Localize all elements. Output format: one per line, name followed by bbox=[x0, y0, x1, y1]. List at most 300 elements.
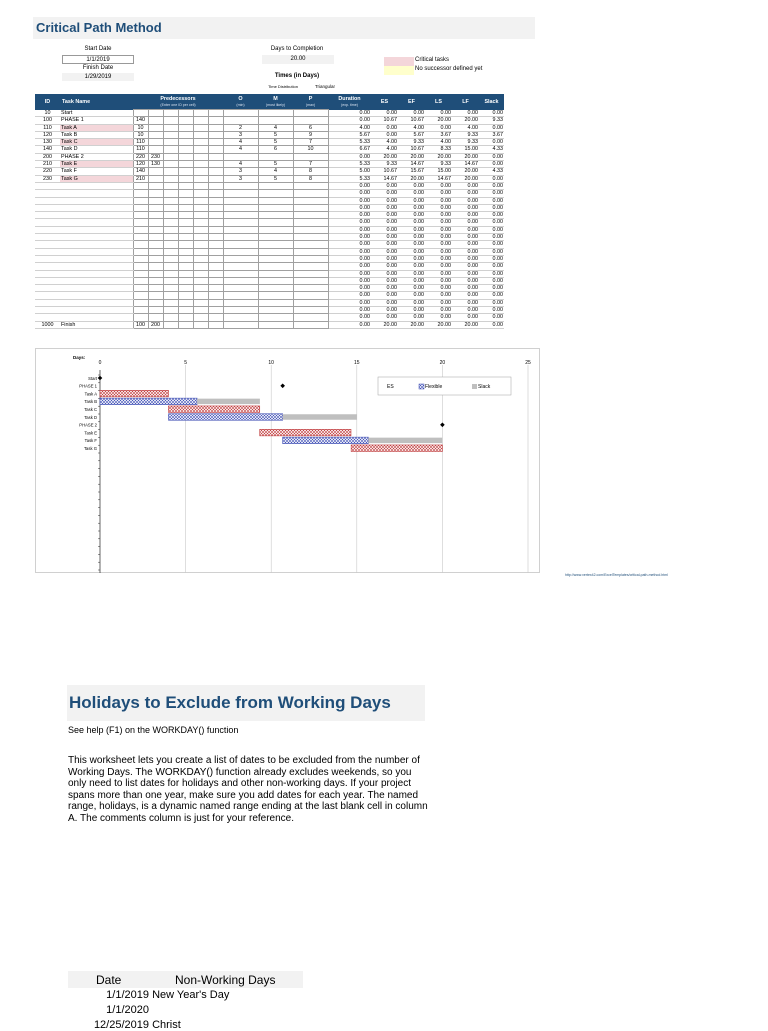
cell-predecessor-empty[interactable] bbox=[208, 124, 223, 131]
cell-predecessor-empty[interactable] bbox=[163, 219, 178, 226]
cell-o[interactable] bbox=[223, 190, 258, 197]
cell-p[interactable] bbox=[293, 292, 328, 299]
cell-p[interactable] bbox=[293, 204, 328, 211]
cell-name[interactable]: Task D bbox=[60, 146, 133, 153]
cell-m[interactable] bbox=[258, 263, 293, 270]
cell-p2[interactable]: 200 bbox=[148, 321, 163, 328]
cell-predecessor-empty[interactable] bbox=[208, 285, 223, 292]
cell-p[interactable] bbox=[293, 110, 328, 117]
cell-p[interactable] bbox=[293, 219, 328, 226]
cell-p[interactable] bbox=[293, 190, 328, 197]
cell-o[interactable] bbox=[223, 321, 258, 328]
cell-name[interactable] bbox=[60, 234, 133, 241]
cell-predecessor-empty[interactable] bbox=[208, 139, 223, 146]
cell-predecessor-empty[interactable] bbox=[193, 307, 208, 314]
cell-predecessor-empty[interactable] bbox=[178, 321, 193, 328]
start-date-input[interactable]: 1/1/2019 bbox=[62, 55, 134, 64]
cell-predecessor-empty[interactable] bbox=[178, 307, 193, 314]
cell-m[interactable] bbox=[258, 234, 293, 241]
cell-o[interactable] bbox=[223, 117, 258, 124]
cell-predecessor-empty[interactable] bbox=[163, 270, 178, 277]
table-row[interactable] bbox=[35, 234, 504, 241]
cell-o[interactable]: 4 bbox=[223, 161, 258, 168]
cell-p1[interactable] bbox=[133, 307, 148, 314]
table-row[interactable] bbox=[35, 255, 504, 262]
cell-name[interactable] bbox=[60, 270, 133, 277]
cell-p1[interactable] bbox=[133, 226, 148, 233]
cell-predecessor-empty[interactable] bbox=[178, 255, 193, 262]
cell-predecessor-empty[interactable] bbox=[178, 270, 193, 277]
cell-p2[interactable] bbox=[148, 255, 163, 262]
cell-p2[interactable] bbox=[148, 241, 163, 248]
cell-m[interactable] bbox=[258, 255, 293, 262]
cell-predecessor-empty[interactable] bbox=[178, 153, 193, 160]
cell-p[interactable] bbox=[293, 226, 328, 233]
table-row[interactable] bbox=[35, 117, 504, 124]
cell-p[interactable]: 7 bbox=[293, 139, 328, 146]
cell-p1[interactable] bbox=[133, 314, 148, 321]
cell-name[interactable] bbox=[60, 299, 133, 306]
table-row[interactable] bbox=[35, 124, 504, 131]
cell-p1[interactable]: 140 bbox=[133, 168, 148, 175]
cell-p1[interactable] bbox=[133, 219, 148, 226]
cell-p2[interactable] bbox=[148, 234, 163, 241]
cell-predecessor-empty[interactable] bbox=[193, 234, 208, 241]
cell-p2[interactable] bbox=[148, 263, 163, 270]
cell-predecessor-empty[interactable] bbox=[163, 182, 178, 189]
cell-p1[interactable] bbox=[133, 248, 148, 255]
table-row[interactable] bbox=[35, 226, 504, 233]
cell-predecessor-empty[interactable] bbox=[178, 285, 193, 292]
cell-p2[interactable] bbox=[148, 204, 163, 211]
list-item[interactable] bbox=[68, 989, 229, 1001]
cell-predecessor-empty[interactable] bbox=[178, 110, 193, 117]
cell-o[interactable] bbox=[223, 277, 258, 284]
cell-name[interactable] bbox=[60, 197, 133, 204]
cell-predecessor-empty[interactable] bbox=[193, 153, 208, 160]
cell-o[interactable] bbox=[223, 197, 258, 204]
cell-predecessor-empty[interactable] bbox=[193, 131, 208, 138]
cell-o[interactable] bbox=[223, 110, 258, 117]
cell-o[interactable]: 4 bbox=[223, 146, 258, 153]
cell-o[interactable] bbox=[223, 241, 258, 248]
cell-predecessor-empty[interactable] bbox=[193, 219, 208, 226]
table-row[interactable] bbox=[35, 299, 504, 306]
cell-p2[interactable] bbox=[148, 226, 163, 233]
cell-p1[interactable] bbox=[133, 234, 148, 241]
cell-p[interactable]: 7 bbox=[293, 161, 328, 168]
cell-name[interactable] bbox=[60, 285, 133, 292]
cell-predecessor-empty[interactable] bbox=[193, 277, 208, 284]
cell-predecessor-empty[interactable] bbox=[193, 285, 208, 292]
cell-name[interactable]: Task F bbox=[60, 168, 133, 175]
cell-predecessor-empty[interactable] bbox=[163, 255, 178, 262]
cell-predecessor-empty[interactable] bbox=[163, 307, 178, 314]
cell-name[interactable] bbox=[60, 292, 133, 299]
cell-predecessor-empty[interactable] bbox=[193, 168, 208, 175]
cell-predecessor-empty[interactable] bbox=[178, 219, 193, 226]
cell-predecessor-empty[interactable] bbox=[208, 277, 223, 284]
cell-p2[interactable] bbox=[148, 175, 163, 182]
cell-predecessor-empty[interactable] bbox=[178, 124, 193, 131]
cell-predecessor-empty[interactable] bbox=[193, 255, 208, 262]
cell-name[interactable] bbox=[60, 204, 133, 211]
cell-p1[interactable] bbox=[133, 263, 148, 270]
cell-predecessor-empty[interactable] bbox=[163, 212, 178, 219]
cell-predecessor-empty[interactable] bbox=[208, 204, 223, 211]
cell-predecessor-empty[interactable] bbox=[193, 110, 208, 117]
cell-predecessor-empty[interactable] bbox=[178, 175, 193, 182]
cell-predecessor-empty[interactable] bbox=[178, 168, 193, 175]
cell-o[interactable] bbox=[223, 219, 258, 226]
cell-p1[interactable]: 210 bbox=[133, 175, 148, 182]
cell-m[interactable] bbox=[258, 241, 293, 248]
cell-o[interactable] bbox=[223, 263, 258, 270]
table-row[interactable] bbox=[35, 110, 504, 117]
cell-p[interactable] bbox=[293, 234, 328, 241]
cell-predecessor-empty[interactable] bbox=[163, 124, 178, 131]
cell-o[interactable] bbox=[223, 234, 258, 241]
table-row[interactable] bbox=[35, 307, 504, 314]
table-row[interactable] bbox=[35, 292, 504, 299]
cell-predecessor-empty[interactable] bbox=[178, 117, 193, 124]
cell-o[interactable] bbox=[223, 292, 258, 299]
cell-predecessor-empty[interactable] bbox=[208, 234, 223, 241]
cell-p[interactable] bbox=[293, 197, 328, 204]
cell-predecessor-empty[interactable] bbox=[208, 299, 223, 306]
cell-p[interactable] bbox=[293, 285, 328, 292]
cell-predecessor-empty[interactable] bbox=[163, 226, 178, 233]
cell-m[interactable] bbox=[258, 314, 293, 321]
cell-p1[interactable] bbox=[133, 197, 148, 204]
cell-name[interactable] bbox=[60, 314, 133, 321]
cell-name[interactable] bbox=[60, 248, 133, 255]
cell-p1[interactable] bbox=[133, 292, 148, 299]
cell-name[interactable] bbox=[60, 277, 133, 284]
cell-m[interactable] bbox=[258, 248, 293, 255]
cell-p[interactable] bbox=[293, 314, 328, 321]
cell-m[interactable] bbox=[258, 204, 293, 211]
cell-o[interactable] bbox=[223, 212, 258, 219]
table-row[interactable] bbox=[35, 248, 504, 255]
cell-predecessor-empty[interactable] bbox=[163, 292, 178, 299]
cell-p2[interactable] bbox=[148, 212, 163, 219]
cell-o[interactable]: 3 bbox=[223, 131, 258, 138]
table-row[interactable] bbox=[35, 321, 504, 328]
cell-p1[interactable] bbox=[133, 255, 148, 262]
cell-p[interactable]: 8 bbox=[293, 168, 328, 175]
cell-name[interactable]: Finish bbox=[60, 321, 133, 328]
cell-p2[interactable] bbox=[148, 190, 163, 197]
cell-p1[interactable]: 120 bbox=[133, 161, 148, 168]
table-row[interactable] bbox=[35, 212, 504, 219]
cell-p[interactable] bbox=[293, 182, 328, 189]
cell-predecessor-empty[interactable] bbox=[163, 117, 178, 124]
cell-predecessor-empty[interactable] bbox=[163, 153, 178, 160]
cell-p2[interactable] bbox=[148, 292, 163, 299]
cell-predecessor-empty[interactable] bbox=[163, 299, 178, 306]
cell-name[interactable]: PHASE 2 bbox=[60, 153, 133, 160]
table-row[interactable] bbox=[35, 263, 504, 270]
cell-predecessor-empty[interactable] bbox=[178, 292, 193, 299]
cell-predecessor-empty[interactable] bbox=[208, 161, 223, 168]
cell-p2[interactable] bbox=[148, 117, 163, 124]
cell-m[interactable]: 4 bbox=[258, 124, 293, 131]
cell-predecessor-empty[interactable] bbox=[208, 197, 223, 204]
cell-predecessor-empty[interactable] bbox=[208, 153, 223, 160]
table-row[interactable] bbox=[35, 314, 504, 321]
cell-name[interactable] bbox=[60, 219, 133, 226]
cell-p[interactable]: 10 bbox=[293, 146, 328, 153]
cell-p[interactable] bbox=[293, 263, 328, 270]
cell-predecessor-empty[interactable] bbox=[193, 161, 208, 168]
cell-p[interactable]: 6 bbox=[293, 124, 328, 131]
cell-o[interactable] bbox=[223, 314, 258, 321]
cell-predecessor-empty[interactable] bbox=[163, 314, 178, 321]
cell-name[interactable]: PHASE 1 bbox=[60, 117, 133, 124]
table-row[interactable] bbox=[35, 139, 504, 146]
cell-predecessor-empty[interactable] bbox=[208, 321, 223, 328]
table-row[interactable] bbox=[35, 270, 504, 277]
cell-predecessor-empty[interactable] bbox=[208, 292, 223, 299]
cell-predecessor-empty[interactable] bbox=[178, 212, 193, 219]
cell-predecessor-empty[interactable] bbox=[178, 204, 193, 211]
cell-predecessor-empty[interactable] bbox=[208, 219, 223, 226]
cell-p1[interactable] bbox=[133, 212, 148, 219]
cell-p[interactable] bbox=[293, 299, 328, 306]
cell-name[interactable]: Task C bbox=[60, 139, 133, 146]
cell-predecessor-empty[interactable] bbox=[163, 241, 178, 248]
cell-predecessor-empty[interactable] bbox=[208, 190, 223, 197]
cell-m[interactable] bbox=[258, 197, 293, 204]
table-row[interactable] bbox=[35, 219, 504, 226]
cell-predecessor-empty[interactable] bbox=[208, 110, 223, 117]
cell-p2[interactable] bbox=[148, 197, 163, 204]
table-row[interactable] bbox=[35, 153, 504, 160]
cell-predecessor-empty[interactable] bbox=[163, 248, 178, 255]
cell-m[interactable] bbox=[258, 182, 293, 189]
cell-m[interactable] bbox=[258, 270, 293, 277]
cell-predecessor-empty[interactable] bbox=[208, 131, 223, 138]
cell-predecessor-empty[interactable] bbox=[163, 131, 178, 138]
cell-predecessor-empty[interactable] bbox=[163, 285, 178, 292]
cell-name[interactable] bbox=[60, 182, 133, 189]
cell-o[interactable] bbox=[223, 307, 258, 314]
cell-p2[interactable] bbox=[148, 307, 163, 314]
cell-o[interactable]: 4 bbox=[223, 139, 258, 146]
cell-o[interactable] bbox=[223, 285, 258, 292]
cell-predecessor-empty[interactable] bbox=[163, 168, 178, 175]
cell-o[interactable]: 3 bbox=[223, 175, 258, 182]
cell-p[interactable] bbox=[293, 153, 328, 160]
cell-predecessor-empty[interactable] bbox=[193, 270, 208, 277]
cell-predecessor-empty[interactable] bbox=[208, 168, 223, 175]
cell-m[interactable] bbox=[258, 212, 293, 219]
cell-p1[interactable]: 110 bbox=[133, 139, 148, 146]
cell-predecessor-empty[interactable] bbox=[178, 161, 193, 168]
cell-p2[interactable] bbox=[148, 219, 163, 226]
cell-o[interactable] bbox=[223, 270, 258, 277]
cell-predecessor-empty[interactable] bbox=[178, 146, 193, 153]
cell-p[interactable] bbox=[293, 277, 328, 284]
cell-m[interactable] bbox=[258, 277, 293, 284]
cell-p2[interactable] bbox=[148, 248, 163, 255]
cell-p[interactable]: 8 bbox=[293, 175, 328, 182]
cell-p2[interactable] bbox=[148, 168, 163, 175]
cell-o[interactable] bbox=[223, 226, 258, 233]
cell-predecessor-empty[interactable] bbox=[163, 175, 178, 182]
cell-m[interactable]: 5 bbox=[258, 139, 293, 146]
cell-p1[interactable] bbox=[133, 110, 148, 117]
cell-p2[interactable] bbox=[148, 124, 163, 131]
cell-predecessor-empty[interactable] bbox=[163, 161, 178, 168]
cell-p[interactable] bbox=[293, 255, 328, 262]
cell-p[interactable] bbox=[293, 307, 328, 314]
cell-p2[interactable] bbox=[148, 146, 163, 153]
cell-m[interactable]: 6 bbox=[258, 146, 293, 153]
cell-predecessor-empty[interactable] bbox=[178, 197, 193, 204]
cell-predecessor-empty[interactable] bbox=[163, 190, 178, 197]
table-row[interactable] bbox=[35, 277, 504, 284]
cell-predecessor-empty[interactable] bbox=[193, 321, 208, 328]
cell-p1[interactable]: 140 bbox=[133, 117, 148, 124]
cell-predecessor-empty[interactable] bbox=[163, 197, 178, 204]
cell-p2[interactable] bbox=[148, 182, 163, 189]
cell-m[interactable] bbox=[258, 285, 293, 292]
cell-m[interactable] bbox=[258, 110, 293, 117]
table-row[interactable] bbox=[35, 285, 504, 292]
cell-o[interactable] bbox=[223, 182, 258, 189]
cell-p2[interactable] bbox=[148, 139, 163, 146]
cell-name[interactable] bbox=[60, 190, 133, 197]
cell-predecessor-empty[interactable] bbox=[178, 234, 193, 241]
cell-predecessor-empty[interactable] bbox=[193, 117, 208, 124]
cell-p2[interactable] bbox=[148, 314, 163, 321]
table-row[interactable] bbox=[35, 182, 504, 189]
time-distribution-value[interactable]: Triangular bbox=[314, 84, 336, 89]
table-row[interactable] bbox=[35, 131, 504, 138]
cell-p1[interactable] bbox=[133, 190, 148, 197]
cell-predecessor-empty[interactable] bbox=[208, 270, 223, 277]
cell-p2[interactable]: 130 bbox=[148, 161, 163, 168]
cell-predecessor-empty[interactable] bbox=[178, 277, 193, 284]
cell-p2[interactable] bbox=[148, 285, 163, 292]
cell-p1[interactable] bbox=[133, 285, 148, 292]
cell-p[interactable]: 9 bbox=[293, 131, 328, 138]
source-url[interactable]: http://www.vertex42.com/ExcelTemplates/critical-path-method.html bbox=[565, 573, 668, 577]
cell-predecessor-empty[interactable] bbox=[193, 263, 208, 270]
cell-p[interactable] bbox=[293, 248, 328, 255]
cell-name[interactable]: Start bbox=[60, 110, 133, 117]
cell-predecessor-empty[interactable] bbox=[208, 314, 223, 321]
cell-predecessor-empty[interactable] bbox=[178, 248, 193, 255]
cell-m[interactable] bbox=[258, 292, 293, 299]
cell-predecessor-empty[interactable] bbox=[193, 124, 208, 131]
cell-predecessor-empty[interactable] bbox=[193, 292, 208, 299]
cell-predecessor-empty[interactable] bbox=[208, 226, 223, 233]
cell-name[interactable]: Task A bbox=[60, 124, 133, 131]
cell-predecessor-empty[interactable] bbox=[178, 263, 193, 270]
cell-predecessor-empty[interactable] bbox=[163, 234, 178, 241]
cell-name[interactable]: Task B bbox=[60, 131, 133, 138]
table-row[interactable] bbox=[35, 241, 504, 248]
cell-name[interactable] bbox=[60, 241, 133, 248]
cell-predecessor-empty[interactable] bbox=[163, 263, 178, 270]
cell-predecessor-empty[interactable] bbox=[163, 146, 178, 153]
cell-predecessor-empty[interactable] bbox=[178, 241, 193, 248]
table-row[interactable] bbox=[35, 190, 504, 197]
cell-o[interactable] bbox=[223, 204, 258, 211]
cell-p2[interactable]: 230 bbox=[148, 153, 163, 160]
cell-p1[interactable] bbox=[133, 241, 148, 248]
cell-predecessor-empty[interactable] bbox=[193, 190, 208, 197]
cell-predecessor-empty[interactable] bbox=[178, 299, 193, 306]
cell-predecessor-empty[interactable] bbox=[178, 314, 193, 321]
cell-predecessor-empty[interactable] bbox=[193, 139, 208, 146]
cell-p2[interactable] bbox=[148, 299, 163, 306]
cell-p1[interactable]: 110 bbox=[133, 146, 148, 153]
cell-name[interactable]: Task E bbox=[60, 161, 133, 168]
cell-p1[interactable]: 10 bbox=[133, 124, 148, 131]
cell-p1[interactable] bbox=[133, 270, 148, 277]
table-row[interactable] bbox=[35, 161, 504, 168]
table-row[interactable] bbox=[35, 204, 504, 211]
cell-predecessor-empty[interactable] bbox=[193, 226, 208, 233]
cell-p[interactable] bbox=[293, 212, 328, 219]
cell-p1[interactable]: 220 bbox=[133, 153, 148, 160]
cell-predecessor-empty[interactable] bbox=[178, 226, 193, 233]
cell-predecessor-empty[interactable] bbox=[208, 263, 223, 270]
cell-predecessor-empty[interactable] bbox=[193, 146, 208, 153]
cell-p2[interactable] bbox=[148, 270, 163, 277]
cell-name[interactable] bbox=[60, 255, 133, 262]
cell-m[interactable]: 5 bbox=[258, 161, 293, 168]
cell-p1[interactable]: 100 bbox=[133, 321, 148, 328]
cell-predecessor-empty[interactable] bbox=[163, 110, 178, 117]
cell-o[interactable] bbox=[223, 255, 258, 262]
cell-o[interactable] bbox=[223, 248, 258, 255]
cell-predecessor-empty[interactable] bbox=[193, 175, 208, 182]
cell-m[interactable]: 5 bbox=[258, 175, 293, 182]
cell-o[interactable]: 3 bbox=[223, 168, 258, 175]
cell-p1[interactable] bbox=[133, 299, 148, 306]
cell-p[interactable] bbox=[293, 270, 328, 277]
cell-m[interactable] bbox=[258, 307, 293, 314]
cell-predecessor-empty[interactable] bbox=[193, 182, 208, 189]
table-row[interactable] bbox=[35, 168, 504, 175]
cell-m[interactable] bbox=[258, 117, 293, 124]
cell-predecessor-empty[interactable] bbox=[163, 139, 178, 146]
cell-o[interactable] bbox=[223, 299, 258, 306]
cell-predecessor-empty[interactable] bbox=[208, 307, 223, 314]
cell-predecessor-empty[interactable] bbox=[193, 314, 208, 321]
cell-predecessor-empty[interactable] bbox=[208, 175, 223, 182]
cell-predecessor-empty[interactable] bbox=[163, 277, 178, 284]
cell-p[interactable] bbox=[293, 321, 328, 328]
cell-predecessor-empty[interactable] bbox=[193, 248, 208, 255]
cell-m[interactable] bbox=[258, 226, 293, 233]
cell-m[interactable]: 4 bbox=[258, 168, 293, 175]
cell-predecessor-empty[interactable] bbox=[178, 182, 193, 189]
cell-predecessor-empty[interactable] bbox=[163, 321, 178, 328]
cell-m[interactable] bbox=[258, 153, 293, 160]
cell-name[interactable] bbox=[60, 263, 133, 270]
cell-p1[interactable] bbox=[133, 277, 148, 284]
cell-p2[interactable] bbox=[148, 110, 163, 117]
cell-p[interactable] bbox=[293, 117, 328, 124]
cell-predecessor-empty[interactable] bbox=[208, 255, 223, 262]
cell-p[interactable] bbox=[293, 241, 328, 248]
